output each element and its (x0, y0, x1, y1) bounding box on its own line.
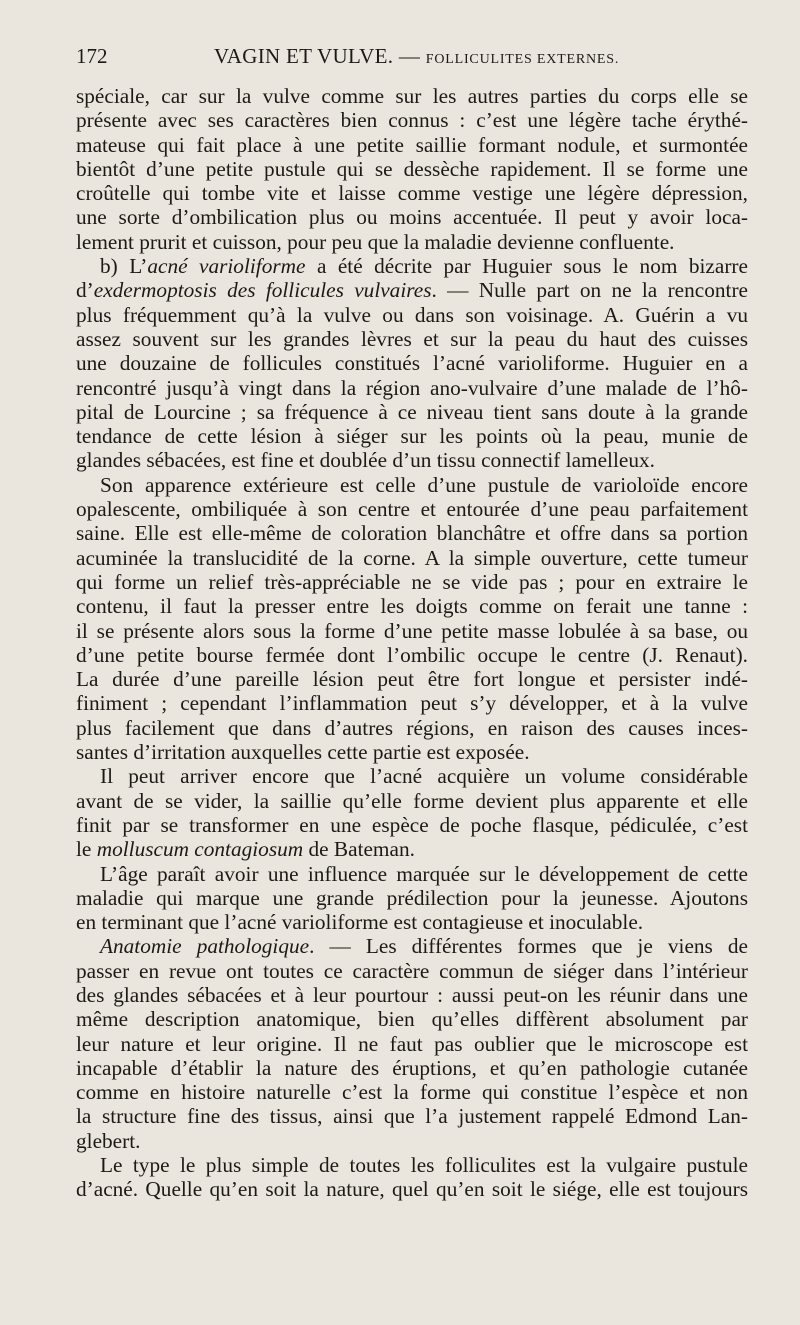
text-line (76, 910, 748, 934)
text-line (76, 643, 748, 667)
running-head-main: VAGIN ET VULVE. (214, 44, 394, 68)
text-run: opalescente, ombiliquée à son centre et entourée d’une peau parfaitement (76, 497, 748, 522)
text-run: croûtelle qui tombe vite et laisse comme vestige une légère dépression, (76, 181, 748, 206)
text-run: plus fréquemment qu’à la vulve ou dans son voisinage. A. Guérin a vu (76, 302, 748, 327)
text-run: mateuse qui fait place à une petite saillie formant nodule, et surmontée (76, 132, 748, 157)
text-run: saine. Elle est elle-même de coloration blanchâtre et offre dans sa portion (76, 521, 748, 546)
text-line (76, 327, 748, 351)
text-run: Le type le plus simple de toutes les folliculites est la vulgaire pustule (100, 1153, 748, 1178)
text-line (76, 278, 748, 302)
text-line (76, 1007, 748, 1031)
text-run: pital de Lourcine ; sa fréquence à ce niveau tient sans doute à la grande (76, 399, 748, 424)
text-line (76, 716, 748, 740)
text-line (76, 1056, 748, 1080)
text-run: . — Nulle part on ne la rencontre (431, 278, 748, 303)
text-line (76, 448, 748, 472)
text-line (76, 813, 748, 837)
text-run: a été décrite par Huguier sous le nom bizarre (305, 254, 748, 279)
text-run: maladie qui marque une grande prédilection pour la jeunesse. Ajoutons (76, 885, 748, 910)
text-line (76, 473, 748, 497)
text-line (76, 1032, 748, 1056)
text-run: le (76, 837, 97, 862)
text-line (76, 521, 748, 545)
text-run: tendance de cette lésion à siéger sur les points où la peau, munie de (76, 424, 748, 449)
text-run: spéciale, car sur la vulve comme sur les autres parties du corps elle se (76, 84, 748, 108)
text-line (76, 570, 748, 594)
text-run: bientôt d’une petite pustule qui se dessèche rapidement. Il se forme une (76, 156, 748, 181)
text-line (76, 837, 748, 861)
text-run: la structure fine des tissus, ainsi que l’a justement rappelé Edmond Lan- (76, 1104, 748, 1129)
text-run: Il peut arriver encore que l’acné acquière un volume considérable (100, 764, 748, 789)
running-head-separator: — (398, 44, 421, 68)
text-line (76, 181, 748, 205)
text-line (76, 254, 748, 278)
text-run: d’une petite bourse fermée dont l’ombilic occupe le centre (J. Renaut). (76, 642, 748, 667)
page-number: 172 (76, 44, 108, 68)
text-line (76, 934, 748, 958)
text-line (76, 157, 748, 181)
text-run: passer en revue ont toutes ce caractère commun de siéger dans l’intérieur (76, 958, 748, 983)
text-run: glandes sébacées, est fine et doublée d’un tissu connectif lamelleux. (76, 448, 655, 473)
italic-text: Anatomie pathologique (100, 934, 310, 959)
text-run: d’ (76, 278, 94, 303)
italic-text: exdermoptosis des follicules vulvaires (93, 278, 432, 303)
text-line (76, 1129, 748, 1153)
text-run: finiment ; cependant l’inflammation peut s’y développer, et à la vulve (76, 691, 748, 716)
text-line (76, 886, 748, 910)
text-run: finit par se transformer en une espèce de poche flasque, pédiculée, c’est (76, 812, 748, 837)
text-line (76, 959, 748, 983)
text-line (76, 1104, 748, 1128)
text-run: il se présente alors sous la forme d’une petite masse lobulée à sa base, ou (76, 618, 748, 643)
text-run: une douzaine de follicules constitués l’acné varioliforme. Huguier en a (76, 351, 748, 376)
text-line (76, 546, 748, 570)
text-run: glebert. (76, 1128, 141, 1153)
text-line (76, 1153, 748, 1177)
text-run: plus facilement que dans d’autres régions, en raison des causes inces- (76, 715, 748, 740)
text-line (76, 205, 748, 229)
running-head (214, 44, 619, 69)
text-line (76, 230, 748, 254)
text-line (76, 133, 748, 157)
text-run: même description anatomique, bien qu’elles diffèrent absolument par (76, 1007, 748, 1032)
text-run: La durée d’une pareille lésion peut être fort longue et persister indé- (76, 667, 748, 692)
text-run: contenu, il faut la presser entre les doigts comme on ferait une tanne : (76, 594, 748, 619)
text-run: rencontré jusqu’à vingt dans la région ano-vulvaire d’une malade de l’hô- (76, 375, 748, 400)
text-run: en terminant que l’acné varioliforme est contagieuse et inoculable. (76, 910, 644, 935)
text-run: qui forme un relief très-appréciable ne se vide pas ; pour en extraire le (76, 569, 748, 594)
text-run: des glandes sébacées et à leur pourtour : aussi peut-on les réunir dans une (76, 982, 748, 1007)
text-line (76, 691, 748, 715)
text-line (76, 740, 748, 764)
text-line (76, 376, 748, 400)
text-run: lement prurit et cuisson, pour peu que la maladie devienne confluente. (76, 229, 675, 254)
text-line (76, 424, 748, 448)
text-line (76, 1177, 748, 1201)
text-run: Son apparence extérieure est celle d’une pustule de varioloïde encore (100, 472, 748, 497)
text-line (76, 303, 748, 327)
text-line (76, 351, 748, 375)
text-run: de Bateman. (303, 837, 415, 862)
text-line (76, 594, 748, 618)
running-head-section: FOLLICULITES EXTERNES. (425, 52, 620, 67)
text-run: b) L’ (100, 254, 148, 279)
text-run: leur nature et leur origine. Il ne faut pas oublier que le microscope est (76, 1031, 748, 1056)
text-line (76, 789, 748, 813)
text-line (76, 667, 748, 691)
text-line (76, 497, 748, 521)
text-line (76, 1080, 748, 1104)
text-run: présente avec ses caractères bien connus : c’est une légère tache érythé- (76, 108, 748, 133)
text-line (76, 619, 748, 643)
text-line (76, 862, 748, 886)
text-run: incapable d’établir la nature des éruptions, et qu’en pathologie cutanée (76, 1055, 748, 1080)
text-run: une sorte d’ombilication plus ou moins accentuée. Il peut y avoir loca- (76, 205, 748, 230)
text-line (76, 400, 748, 424)
italic-text: molluscum contagiosum (96, 837, 304, 862)
text-run: avant de se vider, la saillie qu’elle forme devient plus apparente et elle (76, 788, 748, 813)
text-line (76, 108, 748, 132)
text-run: assez souvent sur les grandes lèvres et sur la peau du haut des cuisses (76, 326, 748, 351)
body-text (76, 84, 748, 1202)
text-line (76, 764, 748, 788)
text-run: acuminée la translucidité de la corne. A la simple ouverture, cette tumeur (76, 545, 748, 570)
text-run: d’acné. Quelle qu’en soit la nature, quel qu’en soit le siége, elle est toujours (76, 1177, 748, 1202)
text-run: . — Les différentes formes que je viens de (309, 934, 748, 959)
text-line (76, 983, 748, 1007)
text-line (76, 84, 748, 108)
text-run: santes d’irritation auxquelles cette partie est exposée. (76, 740, 530, 765)
italic-text: acné varioliforme (147, 254, 306, 279)
text-run: comme en histoire naturelle c’est la forme qui constitue l’espèce et non (76, 1080, 748, 1105)
text-run: L’âge paraît avoir une influence marquée sur le développement de cette (100, 861, 748, 886)
page-header (76, 44, 756, 78)
